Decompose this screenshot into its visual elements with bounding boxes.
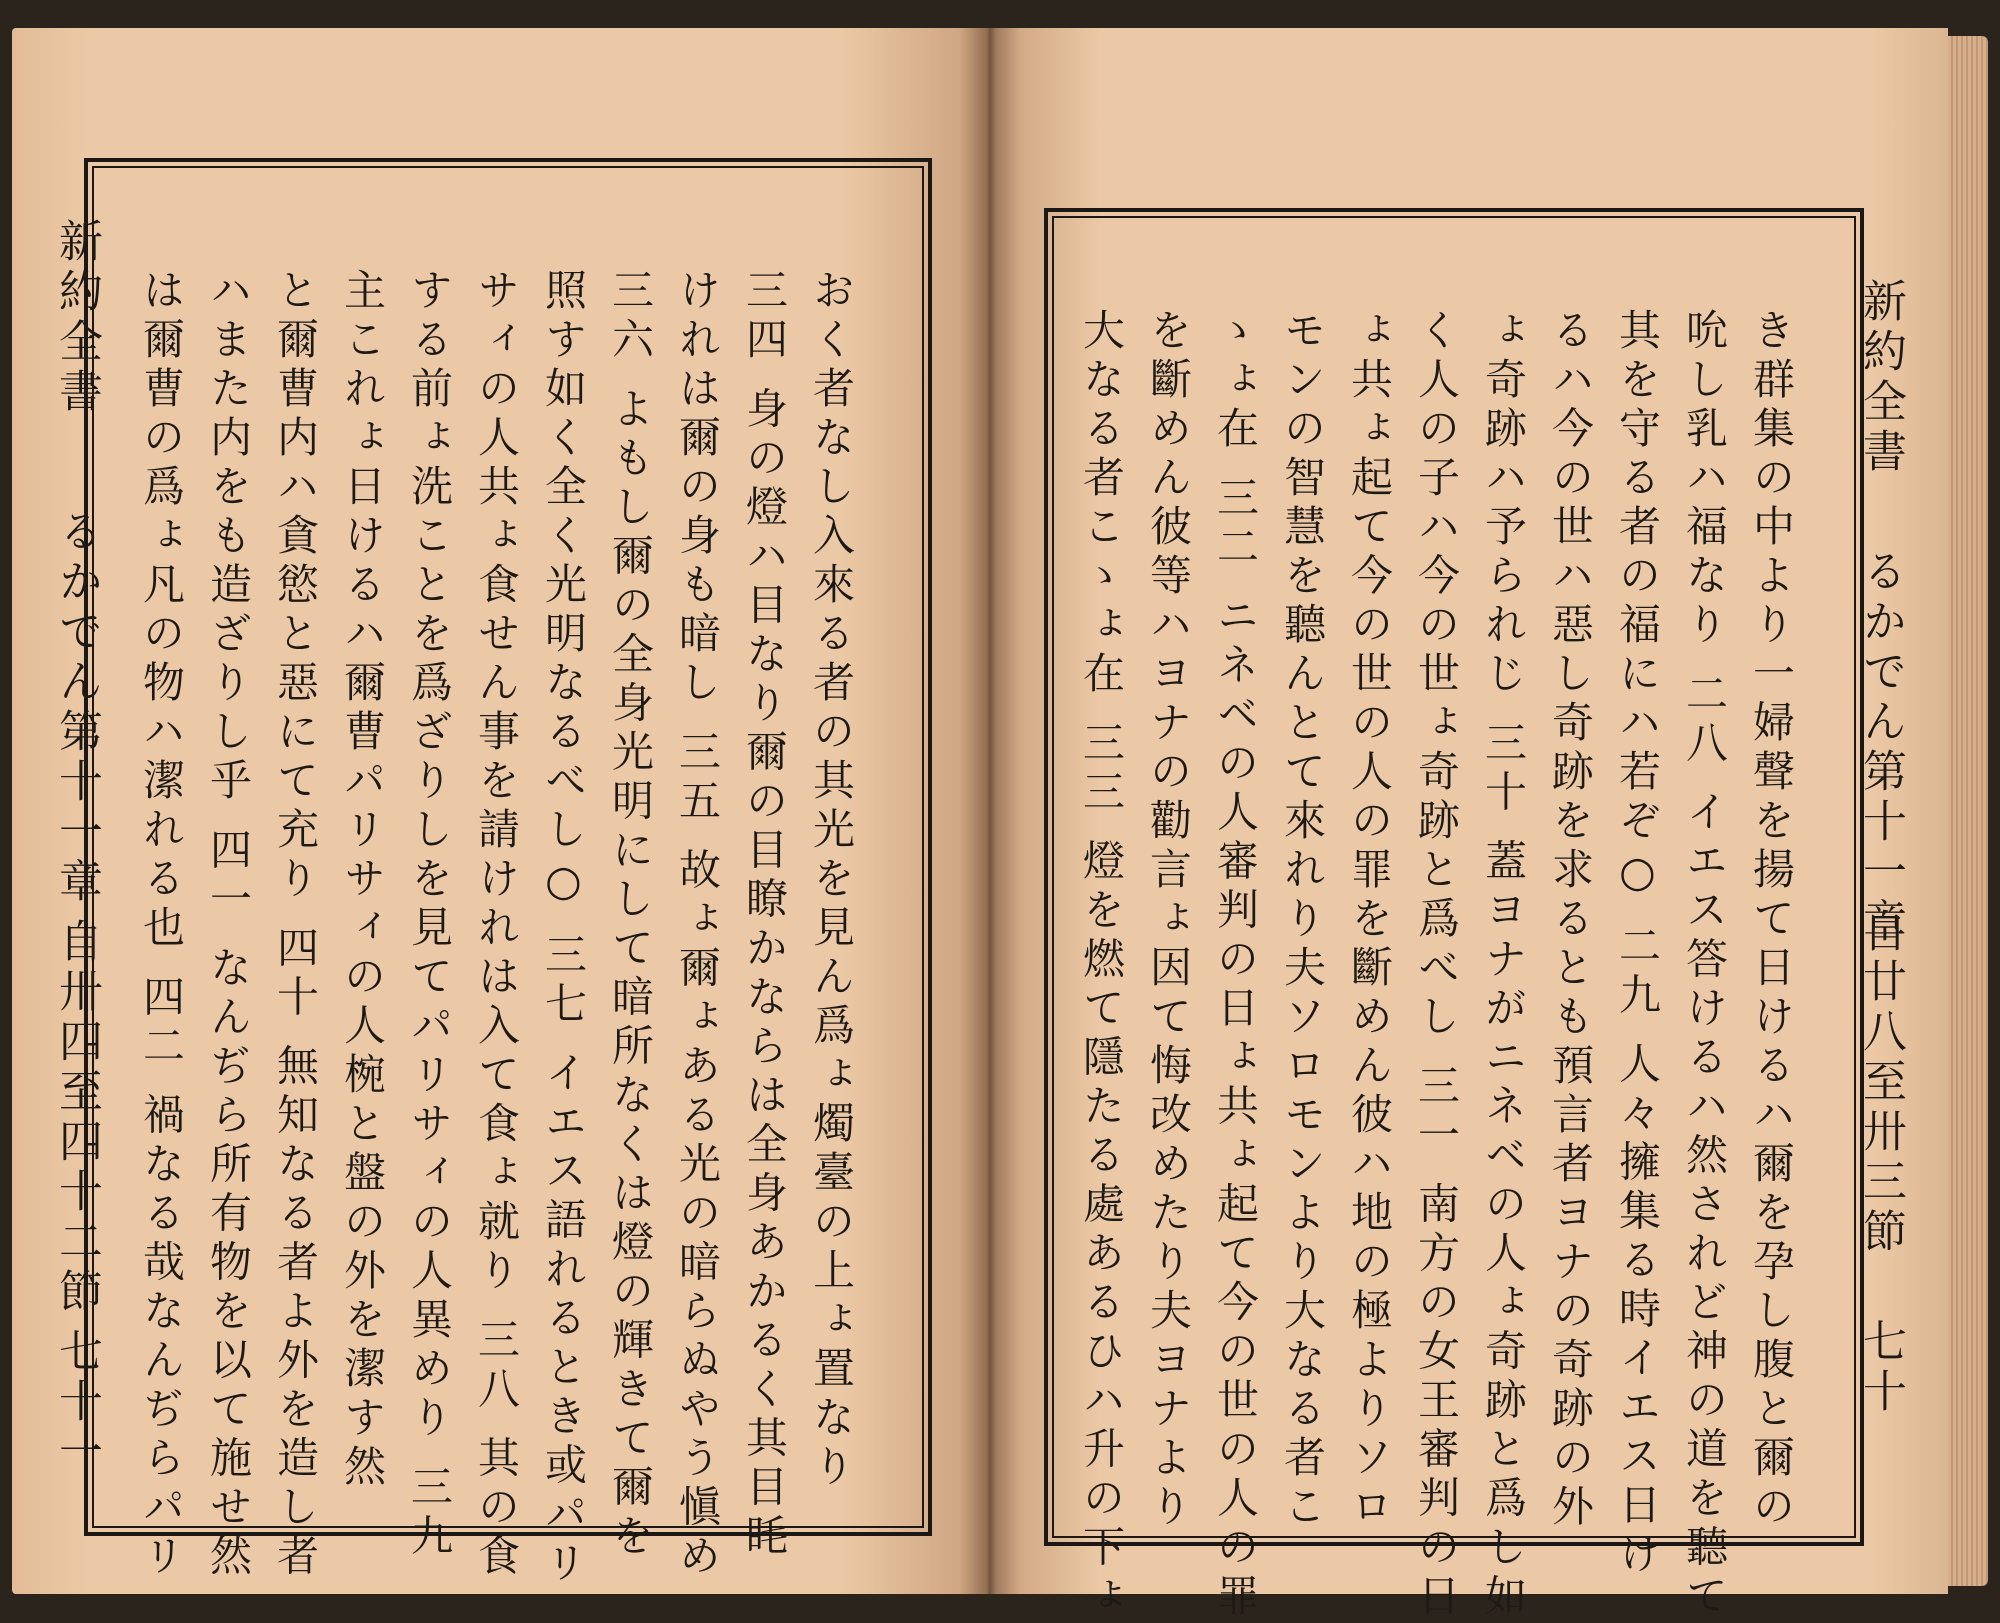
right-text-column-1: き群集の中より一婦聲を揚て日けるハ爾を孕し腹と爾の — [1747, 308, 1796, 1533]
right-text-column-4: るハ今の世ハ惡し奇跡を求るとも預言者ヨナの奇跡の外 — [1546, 308, 1595, 1533]
left-text-column-11: は爾曹の爲ょ凡の物ハ潔れる也 四二 禍なる哉なんぢらパリ — [137, 268, 186, 1583]
right-verse-range: 自廿八至卅三節 — [1855, 908, 1906, 1258]
left-text-column-2: 三四 身の燈ハ目なり爾の目瞭かならは全身あかるく其目眊 — [740, 268, 789, 1563]
left-text-column-9: と爾曹内ハ貪慾と惡にて充り 四十 無知なる者よ外を造し者 — [271, 268, 320, 1583]
right-text-column-11: 大なる者こゝょ在 三三 燈を燃て隱たる處あるひハ升の下ょ — [1077, 308, 1126, 1623]
right-text-column-7: ょ共ょ起て今の世の人の罪を斷めん彼ハ地の極よりソロ — [1345, 308, 1394, 1533]
left-chapter-heading: るかでん第十一章 — [51, 508, 102, 908]
left-text-column-4: 三六 よもし爾の全身光明にして暗所なくは燈の輝きて爾を — [606, 268, 655, 1563]
right-chapter-heading: るかでん第十一章 — [1855, 548, 1906, 948]
left-page-number: 七十一 — [51, 1328, 102, 1478]
left-text-column-6: サィの人共ょ食せん事を請けれは入て食ょ就り 三八 其の食 — [472, 268, 521, 1583]
left-page — [12, 28, 986, 1594]
left-text-column-5: 照す如く全く光明なるべし○ 三七 イエス語れるとき或パリ — [539, 268, 588, 1590]
right-text-column-3: 其を守る者の福にハ若ぞ○ 二九 人々擁集る時イエス日け — [1613, 308, 1662, 1581]
left-verse-range: 自卅四至四十二節 — [51, 918, 102, 1318]
right-page — [986, 28, 1948, 1623]
left-text-column-1: おく者なし入來る者の其光を見ん爲ょ燭臺の上ょ置なり — [807, 268, 856, 1493]
left-running-title: 新約全書 — [51, 218, 102, 418]
right-text-column-5: ょ奇跡ハ予られじ 三十 蓋ヨナがニネベの人ょ奇跡と爲し如 — [1479, 308, 1528, 1623]
right-running-title: 新約全書 — [1855, 278, 1906, 478]
right-text-column-8: モンの智慧を聽んとて來れり夫ソロモンより大なる者こ — [1278, 308, 1327, 1533]
right-text-column-9: ゝょ在 三二 ニネベの人審判の日ょ共ょ起て今の世の人の罪 — [1211, 308, 1260, 1623]
left-text-column-3: けれは爾の身も暗し 三五 故ょ爾ょある光の暗らぬやう愼め — [673, 268, 722, 1583]
right-text-column-6: く人の子ハ今の世ょ奇跡と爲べし 三一 南方の女王審判の日 — [1412, 308, 1461, 1623]
right-text-column-10: を斷めん彼等ハヨナの勸言ょ因て悔改めたり夫ヨナより — [1144, 308, 1193, 1533]
book-gutter — [960, 28, 1020, 1594]
left-text-column-10: ハまた内をも造ざりし乎 四一 なんぢら所有物を以て施せ然 — [204, 268, 253, 1583]
left-text-column-8: 主これょ日けるハ爾曹パリサィの人椀と盤の外を潔す然 — [338, 268, 387, 1493]
left-text-column-7: する前ょ洗ことを爲ざりしを見てパリサィの人異めり 三九 — [405, 268, 454, 1563]
page-edges — [1948, 36, 1988, 1586]
right-text-column-2: 吮し乳ハ福なり 二八 イエス答けるハ然されど神の道を聽て — [1680, 308, 1729, 1623]
right-page-number: 七十 — [1855, 1318, 1906, 1418]
